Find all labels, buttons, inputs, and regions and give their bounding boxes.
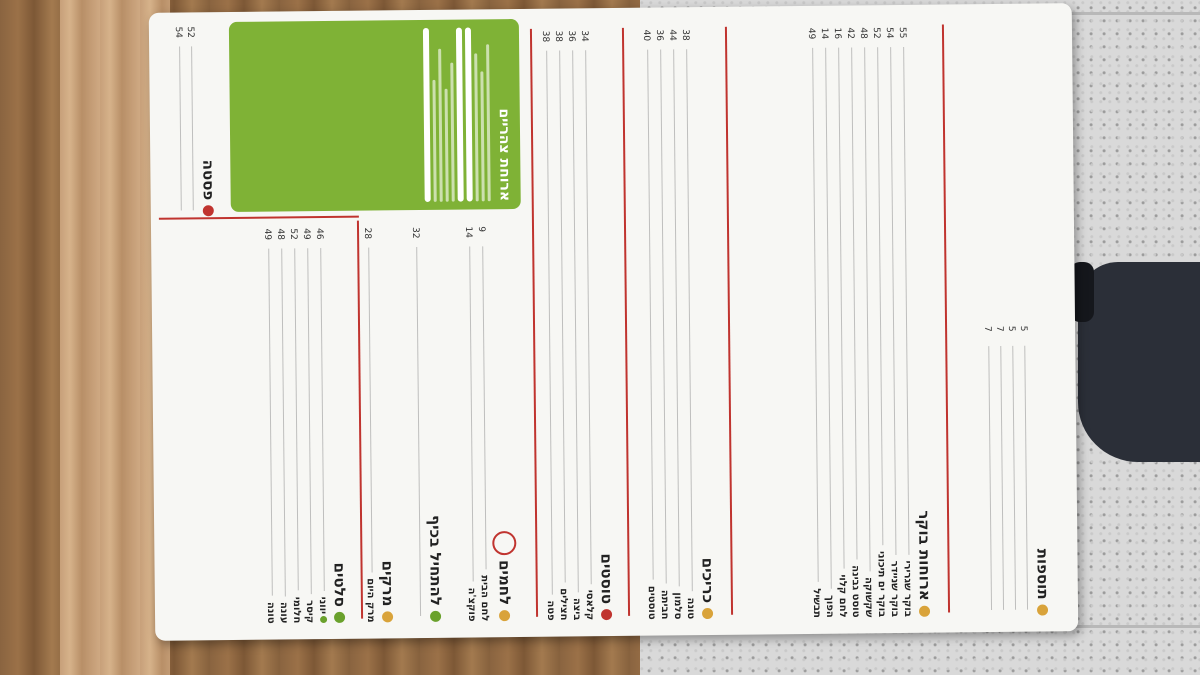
item-description	[1006, 346, 1016, 610]
lunch-special-title: ארוחת צהריים	[495, 108, 513, 202]
item-description	[362, 248, 372, 573]
lunch-option	[423, 28, 431, 202]
item-price: 38	[552, 30, 564, 43]
section-breakfast	[801, 23, 940, 622]
section-title-text: להתחיל בכיף	[426, 514, 445, 606]
section-icon	[383, 611, 394, 622]
item-name: בוקר שגרירי	[901, 560, 914, 617]
item-name: תבשיל	[810, 588, 823, 618]
section-divider	[725, 27, 733, 615]
item-name: פטה	[544, 600, 557, 621]
item-price: 49	[805, 27, 817, 40]
section-title-text: תוספות	[1033, 548, 1052, 600]
item-description	[301, 248, 312, 594]
item-price: 38	[539, 30, 551, 43]
section-icon	[431, 611, 442, 622]
item-name: טוסטים	[645, 585, 658, 620]
item-description	[553, 51, 566, 583]
shoe	[1078, 262, 1200, 462]
item-name: עונה	[277, 601, 290, 624]
menu-item	[185, 26, 197, 216]
section-title	[327, 228, 349, 623]
menu-item	[173, 26, 185, 216]
item-description	[845, 47, 857, 559]
item-description	[994, 346, 1004, 610]
item-description	[897, 47, 909, 555]
item-name: חביתה	[658, 589, 671, 620]
section-title-text: כריכים	[698, 557, 717, 604]
section-title	[693, 29, 717, 619]
section-title-text: סלטים	[330, 562, 349, 607]
item-price: 54	[883, 27, 895, 39]
item-description	[566, 50, 579, 592]
item-description	[410, 247, 421, 616]
menu-bottom-half	[149, 9, 534, 641]
section-extras	[978, 321, 1058, 620]
section-icon	[500, 610, 511, 621]
item-name: הפוך	[823, 595, 836, 618]
lunch-special-box	[229, 19, 521, 212]
section-salads	[257, 224, 355, 628]
item-price: 40	[640, 29, 652, 42]
item-price: 36	[653, 29, 665, 42]
item-price: 46	[314, 228, 325, 240]
item-price: 28	[361, 227, 373, 240]
section-icon	[919, 606, 930, 617]
item-description	[680, 49, 693, 591]
section-title-text: טוסטים	[597, 553, 616, 605]
menu-item	[410, 227, 424, 622]
item-name-text: יווני	[316, 596, 329, 615]
item-description	[654, 49, 667, 583]
section-title-text: ארוחות בוקר	[914, 510, 934, 601]
item-name: מרק היום	[364, 578, 377, 623]
item-description	[858, 47, 870, 571]
lunch-special-subtitle	[491, 27, 493, 201]
section-title	[910, 27, 934, 617]
menu-item	[994, 326, 1007, 616]
item-description	[185, 46, 194, 210]
section-icon	[203, 205, 214, 216]
item-price: 49	[262, 228, 273, 241]
section-toasts	[535, 26, 622, 625]
item-price: 52	[184, 26, 196, 38]
item-price: 32	[409, 227, 421, 239]
menu-item	[1018, 326, 1031, 616]
menu-content	[149, 3, 1079, 641]
item-name: בוקר שניידר	[888, 560, 901, 618]
item-name: לחם קלוי	[836, 574, 849, 618]
item-name: לחם הבית	[478, 575, 491, 622]
item-price: 16	[831, 27, 843, 40]
section-title	[423, 227, 445, 622]
lunch-option	[465, 27, 473, 201]
menu-board	[149, 3, 1079, 641]
section-sandwiches	[636, 25, 723, 624]
menu-item	[361, 228, 376, 623]
item-description	[806, 48, 819, 583]
item-name: חצילים	[557, 588, 570, 621]
item-name: ביצה	[570, 597, 583, 621]
item-price: 36	[565, 30, 577, 42]
item-name: חלומי	[290, 596, 303, 624]
item-description	[314, 248, 325, 591]
section-soups	[357, 223, 403, 626]
item-price: 5	[1018, 325, 1029, 332]
section-divider	[622, 28, 630, 616]
section-icon	[703, 608, 714, 619]
item-price: 54	[172, 26, 184, 39]
item-name: קלאסי	[583, 589, 596, 621]
item-price: 7	[982, 326, 993, 332]
section-icon	[1037, 604, 1048, 615]
item-description	[540, 51, 553, 595]
item-description	[463, 246, 474, 581]
item-price: 55	[896, 26, 908, 39]
section-icon	[335, 612, 346, 623]
item-price: 48	[857, 27, 869, 39]
item-description	[667, 49, 680, 586]
section-divider	[942, 25, 950, 613]
item-price: 9	[475, 226, 487, 233]
section-icon	[602, 609, 613, 620]
lunch-special-description	[474, 27, 491, 201]
section-title-text: לחמים	[495, 559, 514, 606]
section-title-text: מרקים	[378, 560, 397, 607]
menu-item	[475, 226, 490, 621]
lunch-special-description	[432, 28, 455, 202]
section-title-text: פסטה	[199, 159, 218, 201]
section-title	[198, 26, 218, 216]
item-name: טוסט גבינה	[849, 565, 862, 618]
vegetarian-icon	[320, 616, 327, 623]
section-title	[592, 30, 616, 620]
item-price: 52	[288, 228, 299, 240]
item-description	[275, 248, 286, 596]
item-name: פוקצ'ה	[465, 587, 478, 622]
item-description	[173, 47, 182, 211]
item-price: 14	[818, 27, 830, 40]
item-description	[871, 47, 883, 545]
item-description	[832, 48, 844, 569]
item-price: 49	[301, 228, 312, 240]
menu-top-half	[532, 3, 1079, 637]
item-description	[476, 246, 486, 569]
item-name	[317, 597, 328, 623]
item-description	[982, 346, 992, 610]
item-price: 44	[666, 29, 678, 41]
section-title	[375, 227, 397, 622]
item-description	[262, 249, 273, 596]
menu-item	[982, 326, 995, 616]
section-title	[1031, 325, 1052, 615]
item-price: 48	[275, 228, 286, 240]
item-name: טונה	[684, 597, 697, 620]
item-price: 42	[844, 27, 856, 40]
item-description	[819, 48, 832, 589]
item-name: קיסר	[303, 600, 316, 624]
menu-item	[313, 228, 328, 623]
section-starters	[406, 223, 451, 626]
section-title	[489, 226, 517, 621]
item-price: 5	[1006, 325, 1017, 332]
lunch-option	[456, 28, 464, 202]
item-price: 7	[994, 325, 1005, 332]
item-name: בוקר ים תיכוני	[875, 551, 888, 618]
item-price: 14	[462, 226, 474, 239]
item-description	[641, 50, 654, 580]
kosher-seal-icon	[492, 531, 516, 555]
menu-item	[1006, 326, 1019, 616]
section-bread	[458, 222, 523, 626]
item-description	[1018, 346, 1028, 610]
item-description	[884, 47, 896, 555]
item-description	[579, 50, 592, 584]
item-price: 34	[578, 30, 590, 42]
section-pasta	[169, 22, 224, 221]
item-name: שקשוקה	[862, 577, 875, 618]
item-price: 52	[870, 27, 882, 39]
item-name: סלמון	[671, 592, 684, 620]
item-name: טונה	[264, 601, 277, 624]
item-price: 38	[679, 29, 691, 41]
item-description	[288, 248, 299, 591]
